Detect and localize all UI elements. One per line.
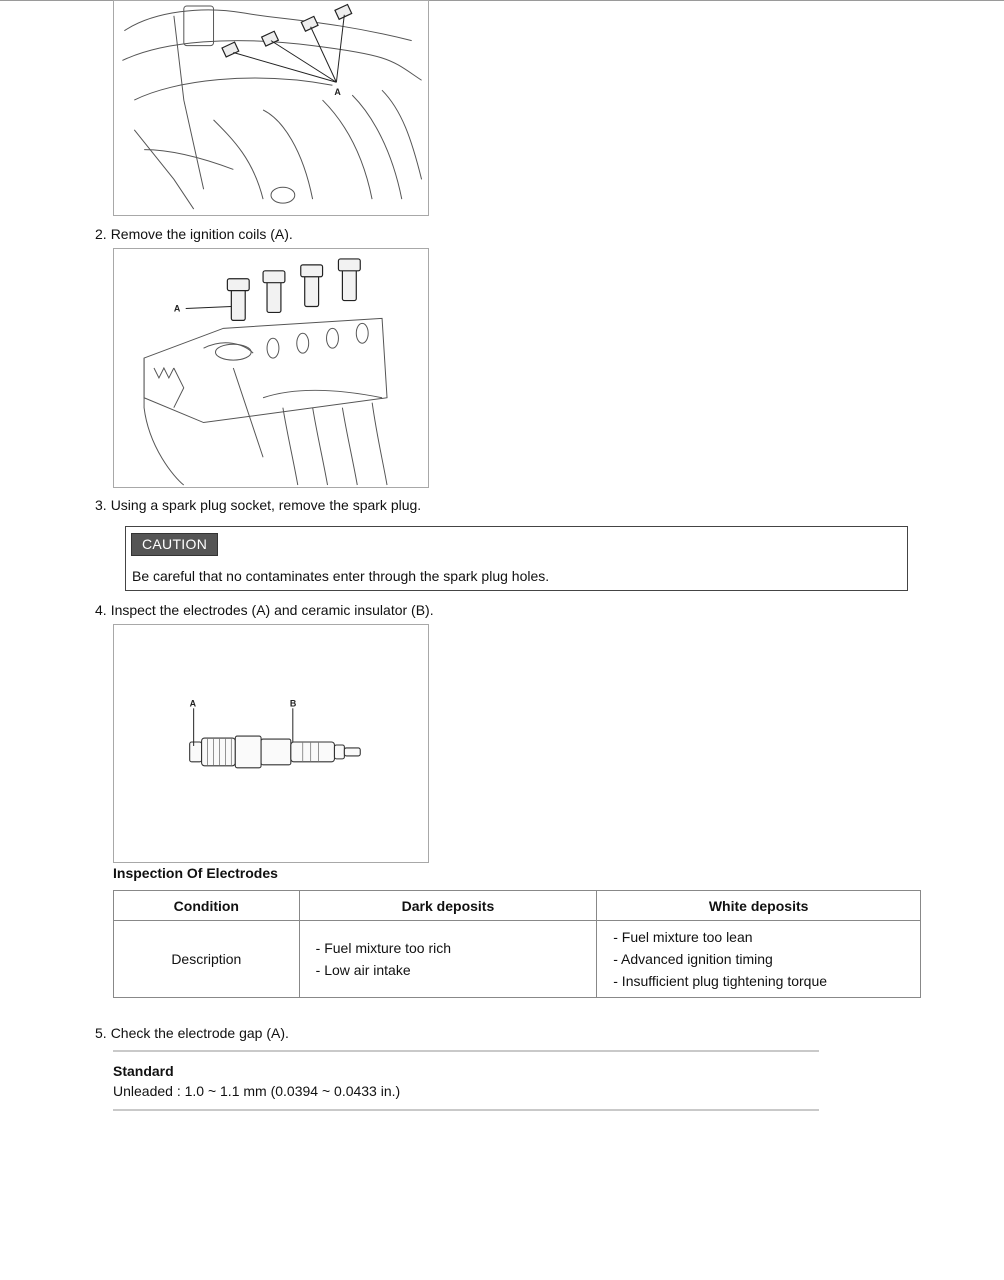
figure-spark-plug (113, 624, 429, 863)
header-condition: Condition (114, 891, 300, 921)
list-item: - Advanced ignition timing (613, 951, 773, 967)
step-3-number: 3. (95, 497, 107, 513)
table-row (114, 921, 921, 998)
standard-value: Unleaded : 1.0 ~ 1.1 mm (0.0394 ~ 0.0433 in.) (113, 1083, 401, 1099)
step-3-text: Using a spark plug socket, remove the spark plug. (110, 497, 422, 513)
step-4-text: Inspect the electrodes (A) and ceramic insulator (B). (110, 602, 434, 618)
standard-label: Standard (113, 1063, 174, 1079)
step-5-text: Check the electrode gap (A). (110, 1025, 289, 1041)
inspection-table (113, 890, 921, 998)
fig2-label-a: A (173, 303, 181, 314)
ignition-coils-illustration (114, 249, 428, 487)
cell-dark-deposits (299, 921, 597, 998)
standard-top-rule (113, 1050, 819, 1052)
step-3 (95, 496, 421, 514)
caution-text: Be careful that no contaminates enter through the spark plug holes. (132, 568, 550, 584)
table-header-row (114, 891, 921, 921)
step-5 (95, 1024, 289, 1042)
list-item: - Fuel mixture too lean (613, 929, 753, 945)
caution-badge: CAUTION (131, 533, 218, 556)
spark-plug-illustration (114, 625, 428, 862)
fig3-label-a: A (189, 698, 197, 709)
cell-white-deposits (597, 921, 921, 998)
fig1-label-a: A (334, 87, 341, 98)
step-2 (95, 225, 293, 243)
engine-coils-illustration (114, 1, 428, 215)
step-2-text: Remove the ignition coils (A). (110, 226, 293, 242)
standard-bottom-rule (113, 1109, 819, 1111)
fig3-label-b: B (289, 698, 297, 709)
figure-engine-coils-overview (113, 0, 429, 216)
header-white-deposits: White deposits (597, 891, 921, 921)
list-item: - Insufficient plug tightening torque (613, 973, 828, 989)
header-dark-deposits: Dark deposits (299, 891, 597, 921)
cell-condition: Description (114, 921, 300, 998)
step-5-number: 5. (95, 1025, 107, 1041)
step-4 (95, 601, 434, 619)
caution-box (125, 526, 908, 591)
figure-ignition-coils (113, 248, 429, 488)
list-item: - Low air intake (315, 962, 411, 978)
step-2-number: 2. (95, 226, 107, 242)
step-4-number: 4. (95, 602, 107, 618)
inspection-table-title: Inspection Of Electrodes (113, 865, 278, 881)
list-item: - Fuel mixture too rich (315, 940, 452, 956)
